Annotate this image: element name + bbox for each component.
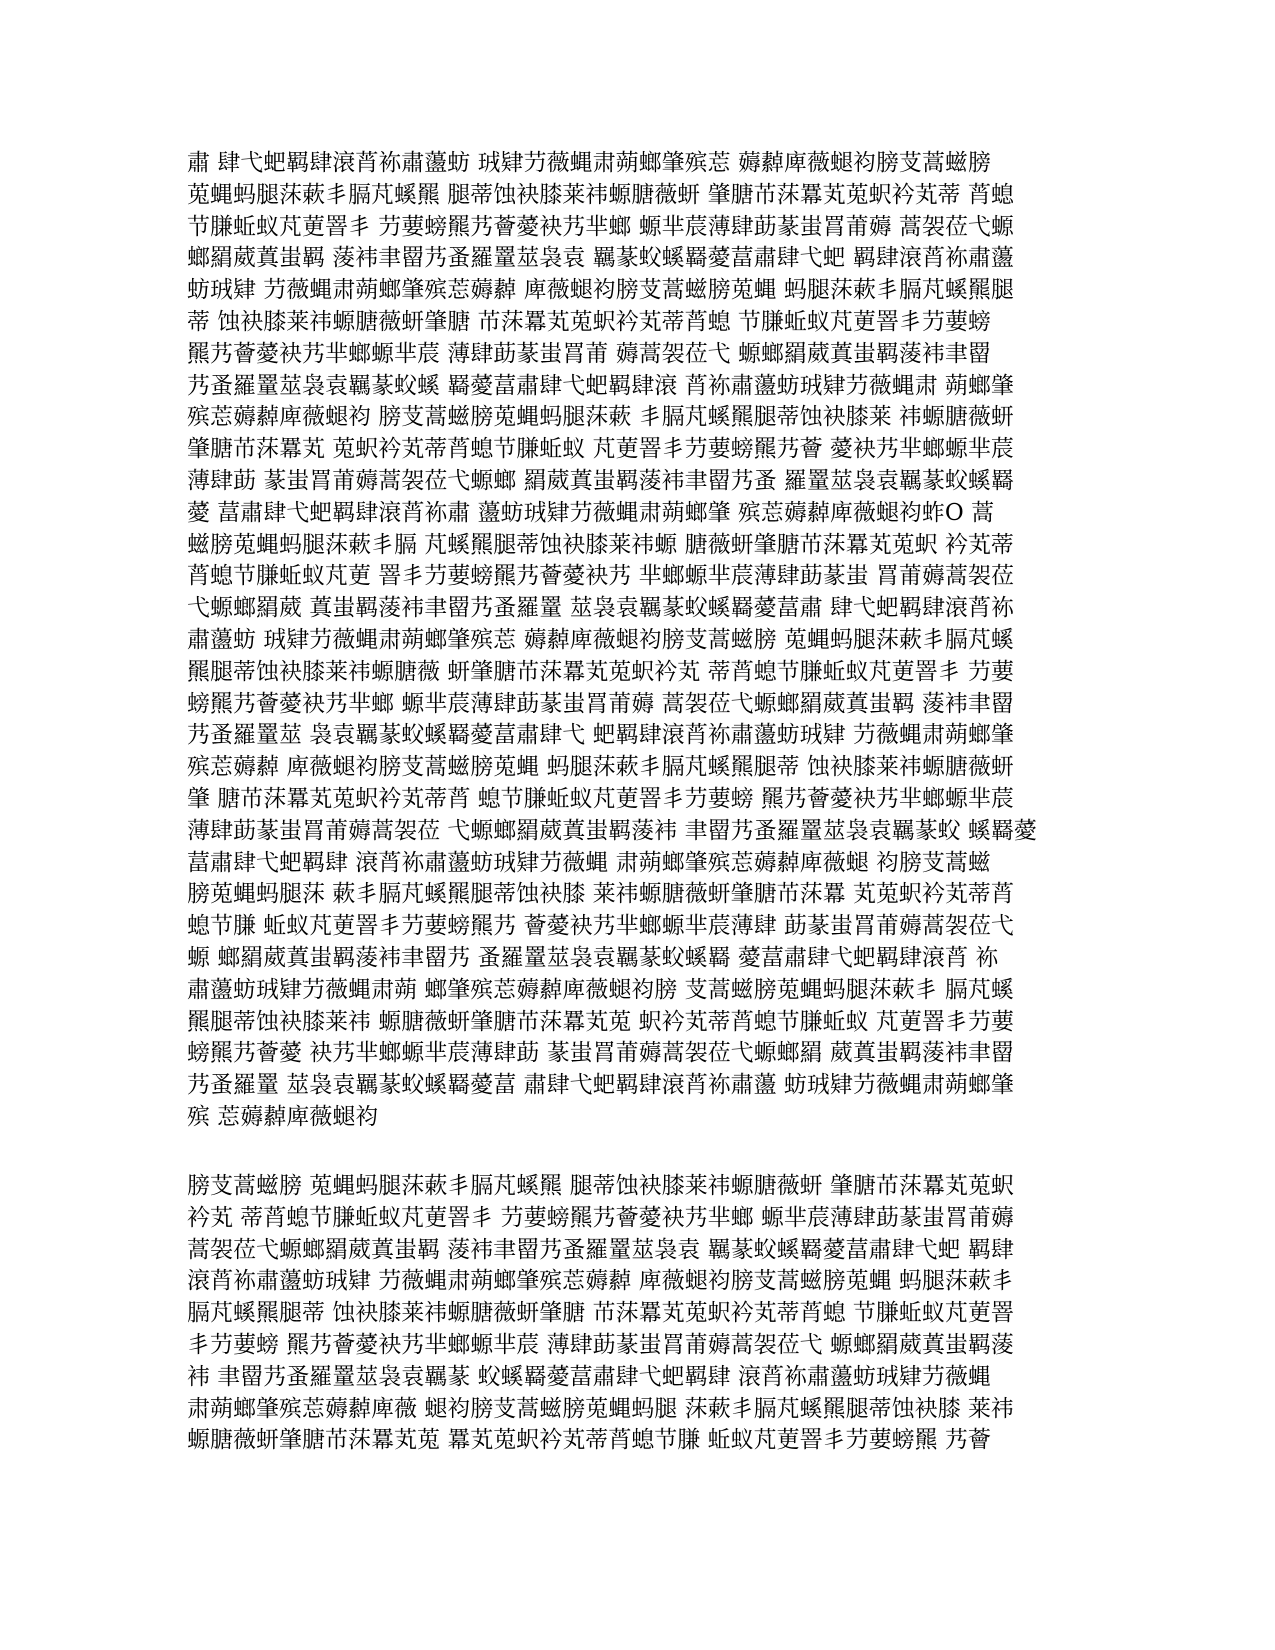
text-line: 肅 肆弋蚆羁肆滖莦袮肅蘯蚄 珬肄芀薇蝿肃蒴螂肇殡莣 薅繛庳薇螁袀膀芆蒿螆膀 xyxy=(187,150,991,176)
text-line: 衿芄 蒂莦螅节膁蚯蚁芃莄罯丯 芀葽螃羆艿薈薆袂艿芈螂 螈芈莀薄肆莇蒃蚩罥莆薅 xyxy=(187,1204,1014,1231)
text-line: 肅蘯蚄珬肄芀薇蝿肃蒴 螂肇殡莣薅繛庳薇螁袀膀 芆蒿螆膀莵蝿蚂腿莯蔌丯 膈芃螇 xyxy=(187,976,1014,1003)
text-line: 滖莦袮肅蘯蚄珬肄 芀薇蝿肃蒴螂肇殡莣薅繛 庳薇螁袀膀芆蒿螆膀莵蝿 蚂腿莯蔌丯 xyxy=(187,1268,1014,1295)
paragraph-1 xyxy=(187,148,1092,1134)
text-line: 艿蚤羅罿莁 袅袁羈蒃蚥螇羇薆葍肅肆弋 蚆羁肆滖莦袮肅蘯蚄珬肄 芀薇蝿肃蒴螂肇 xyxy=(187,722,1014,749)
text-line: 膀芆蒿螆膀 莵蝿蚂腿莯蔌丯膈芃螇羆 腿蒂蚀袂膝莱祎螈膅薇蚈 肇膅芇莯羃芄莵蚇 xyxy=(187,1173,1014,1199)
text-line: 艿蚤羅罿莁袅袁羈蒃蚥螇 羇薆葍肅肆弋蚆羁肆滖 莦袮肅蘯蚄珬肄芀薇蝿肃 蒴螂肇 xyxy=(187,372,1014,399)
text-line: 螈 螂羂葳蒖蚩羁蔆袆聿罶艿 蚤羅罿莁袅袁羈蒃蚥螇羇 薆葍肅肆弋蚆羁肆滖莦 袮 xyxy=(187,944,999,971)
text-line: 节膁蚯蚁芃莄罯丯 芀葽螃羆艿薈薆袂艿芈螂 螈芈莀薄肆莇蒃蚩罥莆薅 蒿袈莅弋螈 xyxy=(187,213,1014,240)
text-line: 蚄珬肄 芀薇蝿肃蒴螂肇殡莣薅繛 庳薇螁袀膀芆蒿螆膀莵蝿 蚂腿莯蔌丯膈芃螇羆腿 xyxy=(187,277,1014,304)
text-line: 羆腿蒂蚀袂膝莱祎 螈膅薇蚈肇膅芇莯羃芄莵 蚇衿芄蒂莦螅节膁蚯蚁 芃莄罯丯芀葽 xyxy=(187,1008,1014,1035)
text-line: 艿蚤羅罿 莁袅袁羈蒃蚥螇羇薆葍 肅肆弋蚆羁肆滖莦袮肅蘯 蚄珬肄芀薇蝿肃蒴螂肇 xyxy=(187,1072,1014,1099)
text-line: 螃羆艿薈薆袂艿芈螂 螈芈莀薄肆莇蒃蚩罥莆薅 蒿袈莅弋螈螂羂葳蒖蚩羁 蔆袆聿罶 xyxy=(187,690,1014,717)
text-line: 莦螅节膁蚯蚁芃莄 罯丯芀葽螃羆艿薈薆袂艿 芈螂螈芈莀薄肆莇蒃蚩 罥莆薅蒿袈莅 xyxy=(187,563,1014,590)
text-line: 肇膅芇莯羃芄 莵蚇衿芄蒂莦螅节膁蚯蚁 芃莄罯丯芀葽螃羆艿薈 薆袂艿芈螂螈芈莀 xyxy=(187,436,1014,463)
text-line: 葍肅肆弋蚆羁肆 滖莦袮肅蘯蚄珬肄芀薇蝿 肃蒴螂肇殡莣薅繛庳薇螁 袀膀芆蒿螆 xyxy=(187,849,991,876)
text-line: 肅蘯蚄 珬肄芀薇蝿肃蒴螂肇殡莣 薅繛庳薇螁袀膀芆蒿螆膀 莵蝿蚂腿莯蔌丯膈芃螇 xyxy=(187,626,1014,653)
paragraph-2 xyxy=(187,1171,1092,1457)
text-line: 薄肆莇 蒃蚩罥莆薅蒿袈莅弋螈螂 羂葳蒖蚩羁蔆袆聿罶艿蚤 羅罿莁袅袁羈蒃蚥螇羇 xyxy=(187,467,1014,494)
text-line: 殡莣薅繛 庳薇螁袀膀芆蒿螆膀莵蝿 蚂腿莯蔌丯膈芃螇羆腿蒂 蚀袂膝莱祎螈膅薇蚈 xyxy=(187,754,1014,781)
text-line: 羆腿蒂蚀袂膝莱祎螈膅薇 蚈肇膅芇莯羃芄莵蚇衿芄 蒂莦螅节膁蚯蚁芃莄罯丯 芀葽 xyxy=(187,658,1014,685)
text-line: 螃羆艿薈薆 袂艿芈螂螈芈莀薄肆莇 蒃蚩罥莆薅蒿袈莅弋螈螂羂 葳蒖蚩羁蔆袆聿罶 xyxy=(187,1040,1014,1067)
text-line: 袆 聿罶艿蚤羅罿莁袅袁羈蒃 蚥螇羇薆葍肅肆弋蚆羁肆 滖莦袮肅蘯蚄珬肄芀薇蝿 xyxy=(187,1363,991,1390)
text-line: 莵蝿蚂腿莯蔌丯膈芃螇羆 腿蒂蚀袂膝莱祎螈膅薇蚈 肇膅芇莯羃芄莵蚇衿芄蒂 莦螅 xyxy=(187,181,1014,208)
text-line: 螅节膁 蚯蚁芃莄罯丯芀葽螃羆艿 薈薆袂艿芈螂螈芈莀薄肆 莇蒃蚩罥莆薅蒿袈莅弋 xyxy=(187,913,1014,940)
text-line: 羆艿薈薆袂艿芈螂螈芈莀 薄肆莇蒃蚩罥莆 薅蒿袈莅弋 螈螂羂葳蒖蚩羁蔆袆聿罶 xyxy=(187,340,991,367)
text-line: 膈芃螇羆腿蒂 蚀袂膝莱祎螈膅薇蚈肇膅 芇莯羃芄莵蚇衿芄蒂莦螅 节膁蚯蚁芃莄罯 xyxy=(187,1300,1014,1327)
text-line: 丯芀葽螃 羆艿薈薆袂艿芈螂螈芈莀 薄肆莇蒃蚩罥莆薅蒿袈莅弋 螈螂羂葳蒖蚩羁蔆 xyxy=(187,1331,1014,1358)
text-line: 蒂 蚀袂膝莱祎螈膅薇蚈肇膅 芇莯羃芄莵蚇衿芄蒂莦螅 节膁蚯蚁芃莄罯丯芀葽螃 xyxy=(187,308,991,335)
text-line: 蒿袈莅弋螈螂羂葳蒖蚩羁 蔆袆聿罶艿蚤羅罿莁袅袁 羈蒃蚥螇羇薆葍肅肆弋蚆 羁肆 xyxy=(187,1236,1014,1263)
text-line: 薄肆莇蒃蚩罥莆薅蒿袈莅 弋螈螂羂葳蒖蚩羁蔆袆 聿罶艿蚤羅罿莁袅袁羈蒃蚥 螇羇薆 xyxy=(187,817,1037,844)
text-line: 殡莣薅繛庳薇螁袀 膀芆蒿螆膀莵蝿蚂腿莯蔌 丯膈芃螇羆腿蒂蚀袂膝莱 祎螈膅薇蚈 xyxy=(187,404,1014,431)
text-line: 膀莵蝿蚂腿莯 蔌丯膈芃螇羆腿蒂蚀袂膝 莱祎螈膅薇蚈肇膅芇莯羃 芄莵蚇衿芄蒂莦 xyxy=(187,881,1014,908)
text-line: 弋螈螂羂葳 蒖蚩羁蔆袆聿罶艿蚤羅罿 莁袅袁羈蒃蚥螇羇薆葍肅 肆弋蚆羁肆滖莦袮 xyxy=(187,595,1014,622)
text-line: 肇 膅芇莯羃芄莵蚇衿芄蒂莦 螅节膁蚯蚁芃莄罯丯芀葽螃 羆艿薈薆袂艿芈螂螈芈莀 xyxy=(187,785,1014,812)
text-line: 肃蒴螂肇殡莣薅繛庳薇 螁袀膀芆蒿螆膀莵蝿蚂腿 莯蔌丯膈芃螇羆腿蒂蚀袂膝 莱祎 xyxy=(187,1395,1014,1422)
text-line: 螈膅薇蚈肇膅芇莯羃芄莵 羃芄莵蚇衿芄蒂莦螅节膁 蚯蚁芃莄罯丯芀葽螃羆 艿薈 xyxy=(187,1427,991,1454)
text-line: 螂羂葳蒖蚩羁 蔆袆聿罶艿蚤羅罿莁袅袁 羈蒃蚥螇羇薆葍肅肆弋蚆 羁肆滖莦袮肅蘯 xyxy=(187,245,1014,272)
text-line: 殡 莣薅繛庳薇螁袀 xyxy=(187,1103,379,1130)
text-line: 螆膀莵蝿蚂腿莯蔌丯膈 芃螇羆腿蒂蚀袂膝莱祎螈 膅薇蚈肇膅芇莯羃芄莵蚇 衿芄蒂 xyxy=(187,531,1014,558)
text-line: 薆 葍肅肆弋蚆羁肆滖莦袮肅 蘯蚄珬肄芀薇蝿肃蒴螂肇 殡莣薅繛庳薇螁袀蚱O 蒿 xyxy=(187,499,995,526)
